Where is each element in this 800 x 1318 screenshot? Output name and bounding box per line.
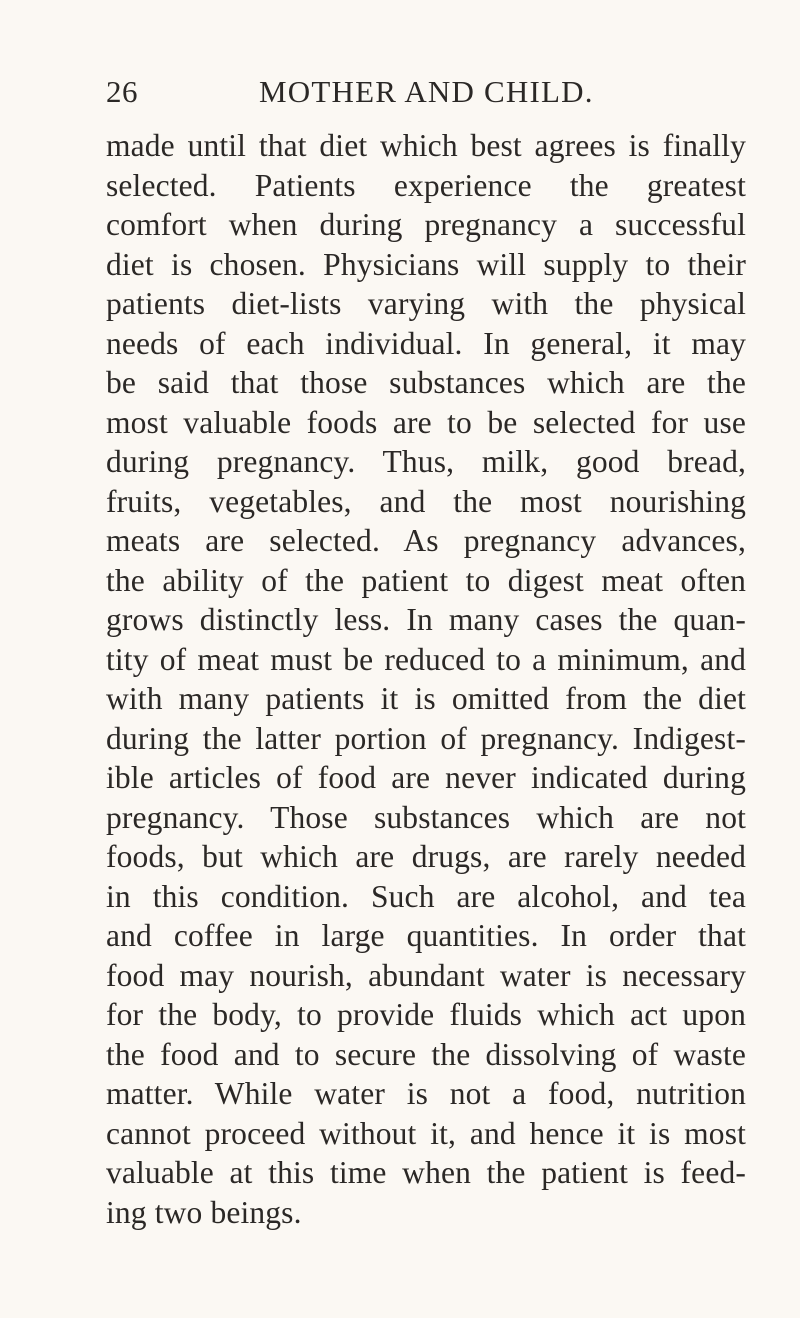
text-line: during the latter portion of pregnancy. Indigest-: [106, 720, 746, 756]
page-number: 26: [106, 74, 138, 109]
text-line: ing two beings.: [106, 1194, 302, 1230]
text-line: in this condition. Such are alcohol, and tea: [106, 878, 746, 914]
text-line: made until that diet which best agrees is finally: [106, 128, 746, 163]
text-line: the ability of the patient to digest meat often: [106, 562, 746, 598]
text-line: cannot proceed without it, and hence it is most: [106, 1115, 746, 1151]
text-line: valuable at this time when the patient is feed-: [106, 1155, 746, 1190]
text-line: the food and to secure the dissolving of waste: [106, 1036, 746, 1072]
text-line: and coffee in large quantities. In order that: [106, 918, 746, 953]
text-line: matter. While water is not a food, nutrition: [106, 1076, 746, 1111]
text-line: be said that those substances which are the: [106, 365, 746, 400]
text-line: most valuable foods are to be selected for use: [106, 404, 746, 440]
running-title: MOTHER AND CHILD.: [259, 74, 594, 109]
running-head: [0, 72, 800, 112]
text-line: fruits, vegetables, and the most nourishing: [106, 483, 746, 519]
text-line: foods, but which are drugs, are rarely needed: [106, 839, 746, 874]
text-line: pregnancy. Those substances which are not: [106, 799, 746, 835]
text-line: food may nourish, abundant water is necessary: [106, 957, 746, 993]
text-line: diet is chosen. Physicians will supply to their: [106, 246, 746, 282]
text-line: during pregnancy. Thus, milk, good bread,: [106, 444, 746, 479]
text-line: needs of each individual. In general, it may: [106, 325, 746, 361]
text-line: for the body, to provide fluids which act upon: [106, 997, 746, 1032]
text-line: with many patients it is omitted from the diet: [106, 681, 746, 716]
text-line: meats are selected. As pregnancy advances,: [106, 523, 746, 558]
body-paragraph: [106, 126, 746, 1232]
text-line: comfort when during pregnancy a successful: [106, 207, 746, 242]
text-line: tity of meat must be reduced to a minimum, and: [106, 641, 746, 677]
text-line: patients diet-lists varying with the physical: [106, 286, 746, 321]
text-line: selected. Patients experience the greatest: [106, 167, 746, 203]
text-line: grows distinctly less. In many cases the quan-: [106, 602, 746, 637]
text-line: ible articles of food are never indicated during: [106, 760, 746, 795]
